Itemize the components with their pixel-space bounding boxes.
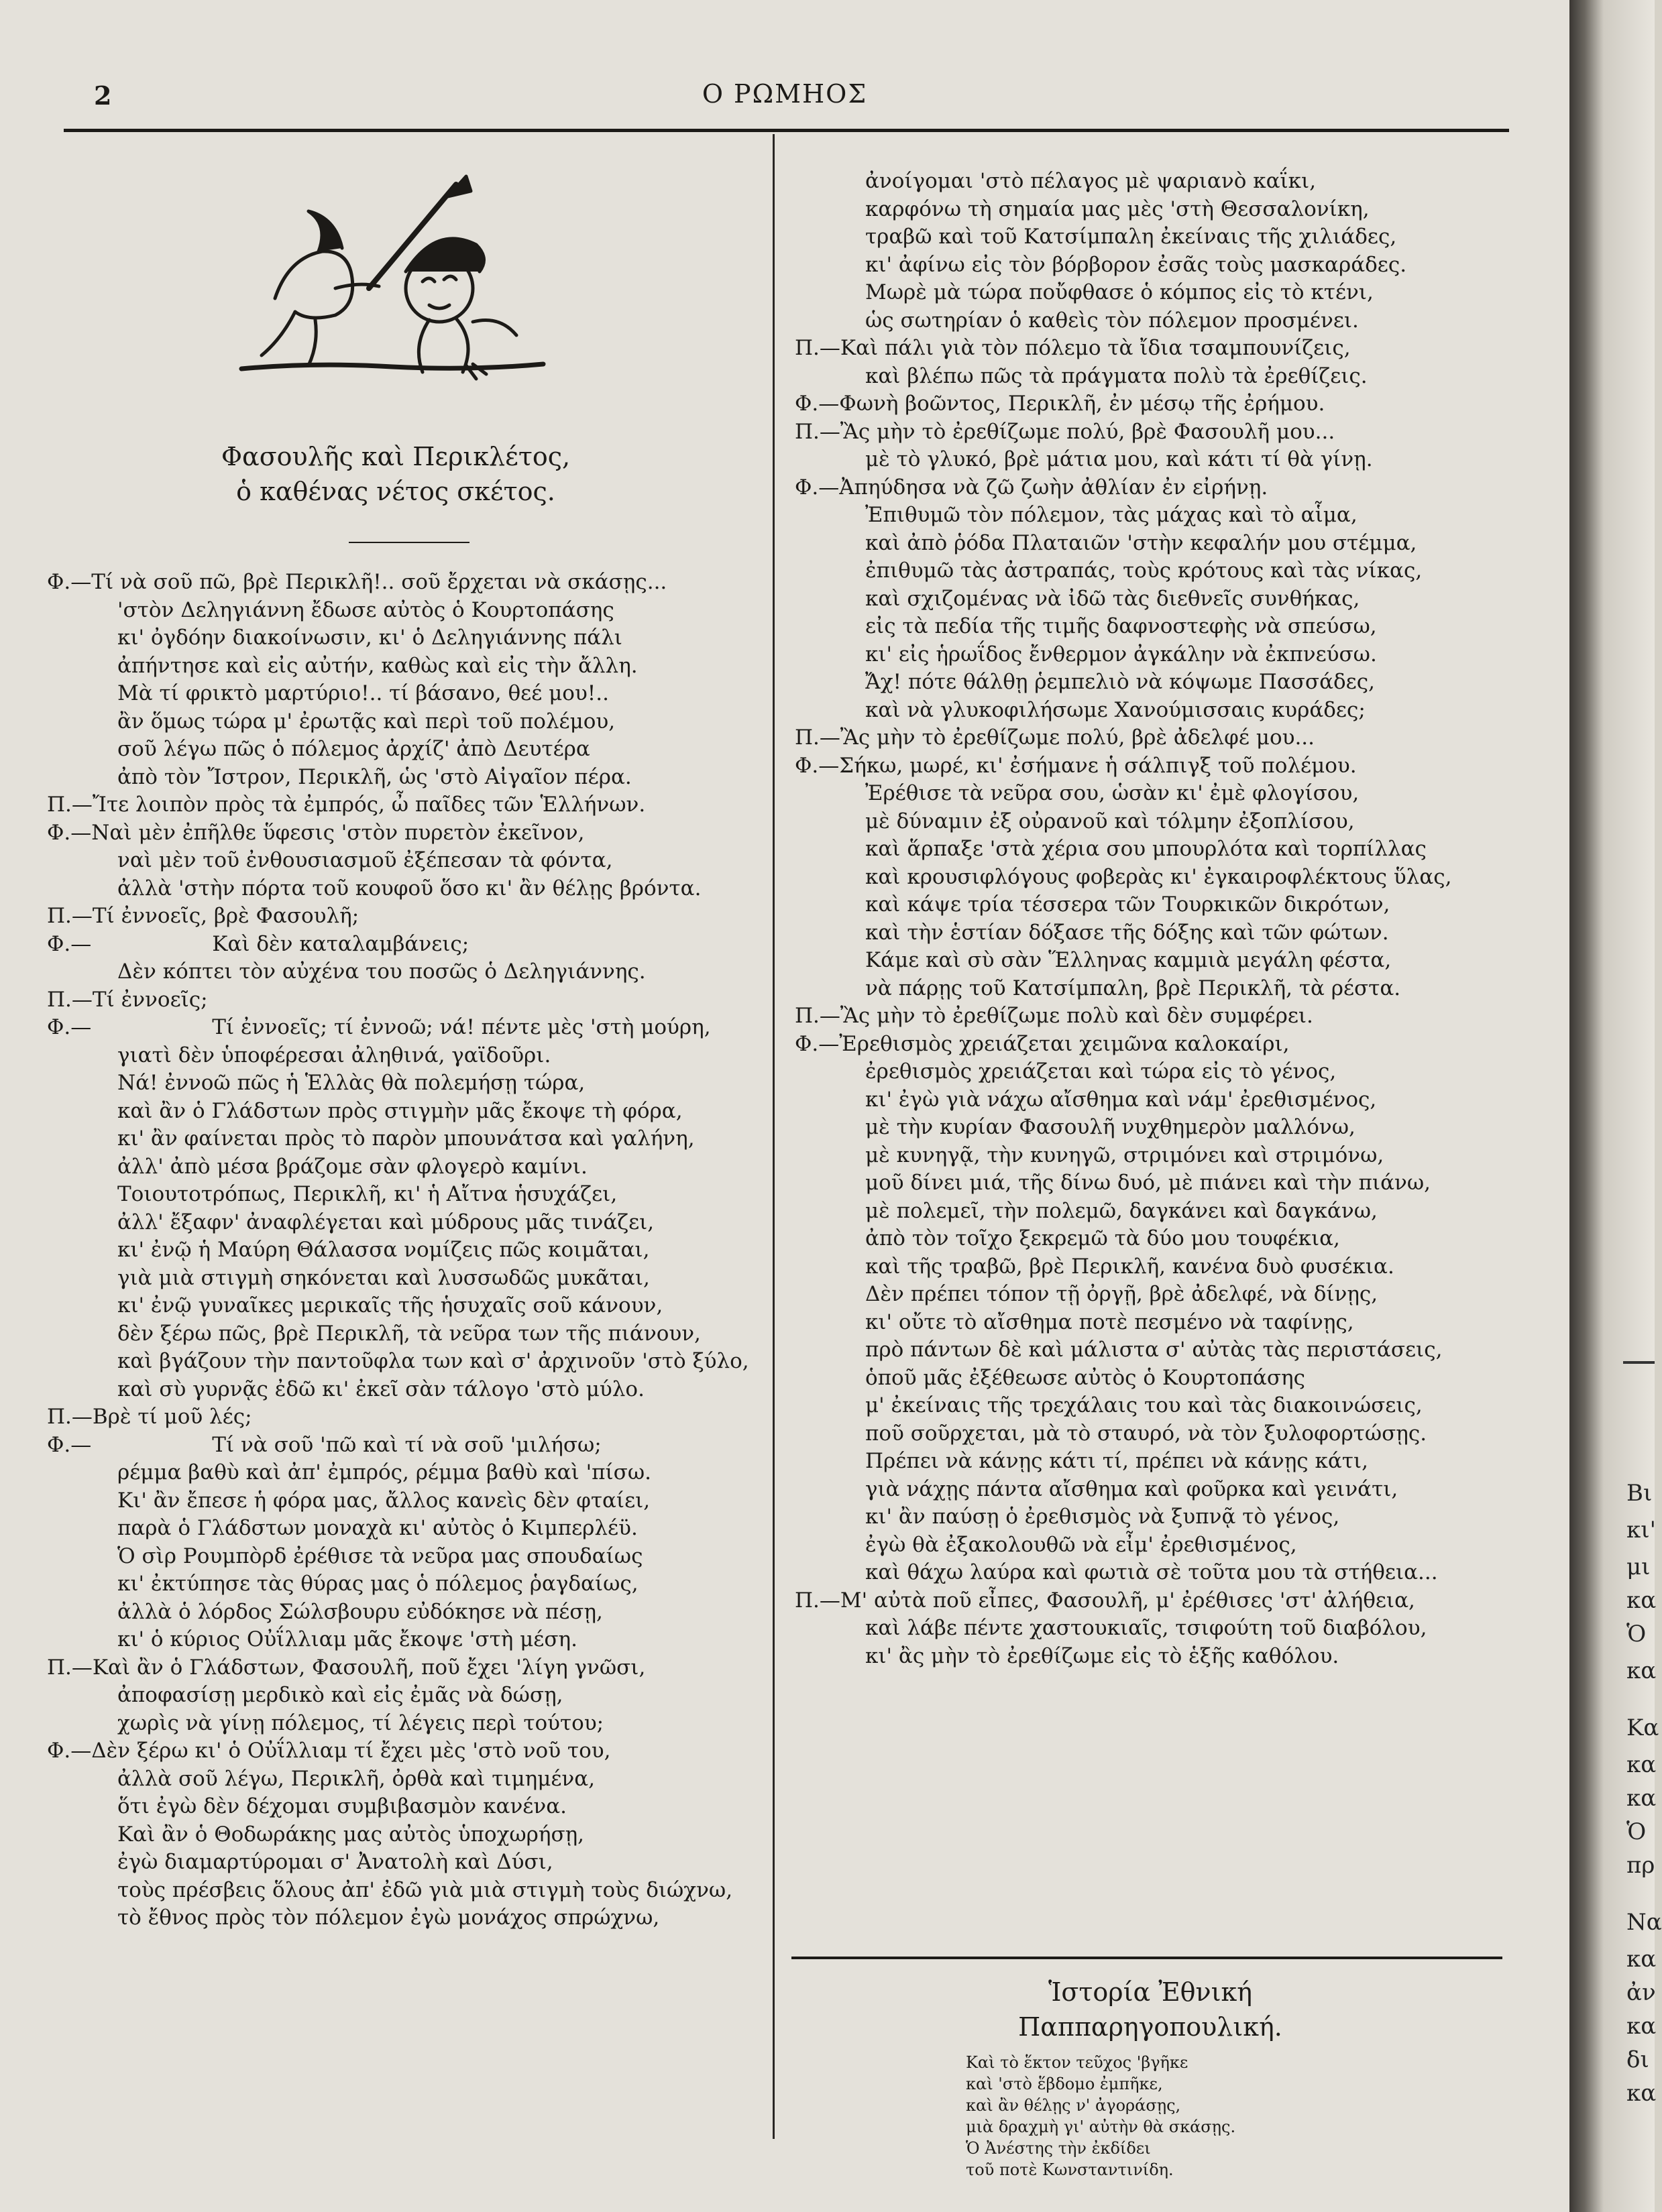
dialogue-line bbox=[795, 1531, 1506, 1560]
verse-text: τὸ ἔθνος πρὸς τὸν πόλεμον ἐγὼ μονάχος σπρώχνω, bbox=[117, 1906, 660, 1930]
caption-rule bbox=[349, 542, 469, 543]
verse-text: μοῦ δίνει μιά, τῆς δίνω δυό, μὲ πιάνει καὶ τὴν πιάνω, bbox=[865, 1171, 1431, 1195]
dialogue-line bbox=[795, 1448, 1506, 1476]
verse-text: Ἴτε λοιπὸν πρὸς τὰ ἐμπρός, ὦ παῖδες τῶν Ἑλλήνων. bbox=[92, 793, 646, 817]
dialogue-line bbox=[795, 919, 1506, 947]
speaker-label: Π.— bbox=[47, 987, 93, 1012]
verse-text: κι' ἐκτύπησε τὰς θύρας μας ὁ πόλεμος ῥαγδαίως, bbox=[117, 1572, 639, 1596]
right-column-dialogue bbox=[795, 168, 1506, 1670]
verse-text: μὲ τὸ γλυκό, βρὲ μάτια μου, καὶ κάτι τί θὰ γίνῃ. bbox=[865, 447, 1373, 471]
verse-text: πρὸ πάντων δὲ καὶ μάλιστα σ' αὐτὰς τὰς περιστάσεις, bbox=[865, 1338, 1443, 1362]
dialogue-line bbox=[795, 835, 1506, 864]
verse-text: Τοιουτοτρόπως, Περικλῆ, κι' ἡ Αἴτνα ἡσυχάζει, bbox=[117, 1182, 618, 1206]
dialogue-line bbox=[795, 864, 1506, 892]
speaker-label: Π.— bbox=[795, 1004, 840, 1028]
verse-text: γιατὶ δὲν ὑποφέρεσαι ἀληθινά, γαϊδοῦρι. bbox=[117, 1043, 551, 1067]
dialogue-line bbox=[795, 1503, 1506, 1531]
verse-text: ἐγὼ διαμαρτύρομαι σ' Ἀνατολὴ καὶ Δύσι, bbox=[117, 1850, 553, 1874]
verse-text: ἐγὼ θὰ ἐξακολουθῶ νὰ εἶμ' ἐρεθισμένος, bbox=[865, 1532, 1297, 1557]
speaker-label: Φ.— bbox=[47, 1432, 92, 1457]
verse-text: Ἄχ! πότε θάλθῃ ῥεμπελιὸ νὰ κόψωμε Πασσάδες, bbox=[865, 670, 1375, 694]
dialogue-line bbox=[795, 363, 1506, 391]
verse-text: Ὁ σὶρ Ρουμπὸρδ ἐρέθισε τὰ νεῦρα μας σπουδαίως bbox=[117, 1544, 643, 1568]
speaker-label: Π.— bbox=[47, 1655, 93, 1680]
verse-text: ρέμμα βαθὺ καὶ ἀπ' ἐμπρός, ρέμμα βαθὺ καὶ 'πίσω. bbox=[117, 1460, 651, 1485]
verse-text: καὶ τὴν ἑστίαν δόξασε τῆς δόξης καὶ τῶν φώτων. bbox=[865, 920, 1389, 945]
edge-text-fragment: Ὁ bbox=[1626, 1818, 1647, 1845]
verse-text: Ἐρέθισε τὰ νεῦρα σου, ὡσὰν κι' ἐμὲ φλογίσου, bbox=[865, 781, 1360, 805]
edge-text-fragment: κα bbox=[1626, 1751, 1657, 1778]
masthead-title: Ο ΡΩΜΗΟΣ bbox=[702, 79, 868, 109]
dialogue-line bbox=[47, 791, 765, 819]
verse-text: ὡς σωτηρίαν ὁ καθεὶς τὸν πόλεμον προσμένει. bbox=[865, 308, 1359, 333]
speaker-label: Φ.— bbox=[47, 1015, 92, 1039]
dialogue-line bbox=[47, 736, 765, 764]
next-page-rule bbox=[1623, 1361, 1655, 1364]
verse-text: καὶ νὰ γλυκοφιλήσωμε Χανούμισσαις κυράδες; bbox=[865, 697, 1366, 722]
dialogue-line bbox=[795, 502, 1506, 530]
dialogue-line bbox=[795, 891, 1506, 919]
dialogue-line bbox=[47, 569, 765, 597]
verse-text: ποῦ σοῦρχεται, μὰ τὸ σταυρό, νὰ τὸν ξυλοφορτώσῃς. bbox=[865, 1421, 1427, 1446]
header-rule bbox=[64, 129, 1509, 132]
verse-text: 'στὸν Δεληγιάννη ἔδωσε αὐτὸς ὁ Κουρτοπάσης bbox=[117, 597, 614, 622]
dialogue-line bbox=[795, 307, 1506, 335]
ad-verse-line: τοῦ ποτὲ Κωνσταντινίδη. bbox=[966, 2160, 1174, 2179]
verse-text: ἀνοίγομαι 'στὸ πέλαγος μὲ ψαριανὸ καΐκι, bbox=[865, 169, 1317, 193]
verse-text: ἐρεθισμὸς χρειάζεται καὶ τώρα εἰς τὸ γένος, bbox=[865, 1059, 1337, 1084]
verse-text: κι' ὀγδόην διακοίνωσιν, κι' ὁ Δεληγιάννης πάλι bbox=[117, 626, 622, 650]
edge-text-fragment: κα bbox=[1626, 1785, 1657, 1812]
dialogue-line bbox=[795, 530, 1506, 558]
verse-text: παρὰ ὁ Γλάδστων μοναχὰ κι' αὐτὸς ὁ Κιμπερλέϋ. bbox=[117, 1516, 638, 1540]
dialogue-line bbox=[795, 1309, 1506, 1337]
verse-text: Ἂς μὴν τὸ ἐρεθίζωμε πολὺ καὶ δὲν συμφέρει. bbox=[840, 1004, 1313, 1028]
dialogue-line bbox=[47, 1459, 765, 1487]
verse-text: καὶ κρουσιφλόγους φοβερὰς κι' ἐγκαιροφλέκτους ὕλας, bbox=[865, 864, 1452, 889]
verse-text: καὶ τῆς τραβῶ, βρὲ Περικλῆ, κανένα δυὸ φυσέκια. bbox=[865, 1254, 1394, 1279]
verse-text: μὲ κυνηγᾷ, τὴν κυνηγῶ, στριμόνει καὶ στριμόνω, bbox=[865, 1143, 1384, 1167]
dialogue-line bbox=[47, 903, 765, 931]
dialogue-line bbox=[47, 1570, 765, 1598]
verse-text: καὶ κάψε τρία τέσσερα τῶν Τουρκικῶν δικρότων, bbox=[865, 892, 1390, 917]
speaker-label: Φ.— bbox=[795, 1031, 840, 1056]
dialogue-line bbox=[795, 1031, 1506, 1059]
dialogue-line bbox=[47, 1626, 765, 1654]
verse-text: μὲ πολεμεῖ, τὴν πολεμῶ, δαγκάνει καὶ δαγκάνω, bbox=[865, 1198, 1378, 1223]
ad-verse-line: μιὰ δραχμὴ γι' αὐτὴν θὰ σκάσῃς. bbox=[966, 2117, 1236, 2136]
speaker-label: Π.— bbox=[47, 793, 93, 817]
verse-text: Δὲν κόπτει τὸν αὐχένα του ποσῶς ὁ Δεληγιάννης. bbox=[117, 959, 646, 984]
dialogue-line bbox=[795, 724, 1506, 752]
verse-text: ὅτι ἐγὼ δὲν δέχομαι συμβιβασμὸν κανένα. bbox=[117, 1794, 567, 1818]
dialogue-line bbox=[795, 196, 1506, 224]
verse-text: Πρέπει νὰ κάνῃς κάτι τί, πρέπει νὰ κάνῃς κάτι, bbox=[865, 1449, 1368, 1473]
verse-text: Μὰ τί φρικτὸ μαρτύριο!.. τί βάσανο, θεέ μου!.. bbox=[117, 681, 609, 705]
verse-text: δὲν ξέρω πῶς, βρὲ Περικλῆ, τὰ νεῦρα των τῆς πιάνουν, bbox=[117, 1321, 701, 1346]
dialogue-line bbox=[795, 1225, 1506, 1253]
verse-text: γιὰ μιὰ στιγμὴ σηκόνεται καὶ λυσσωδῶς μυκᾶται, bbox=[117, 1265, 650, 1290]
verse-text: χωρὶς νὰ γίνῃ πόλεμος, τί λέγεις περὶ τούτου; bbox=[117, 1710, 604, 1735]
verse-text: καὶ βλέπω πῶς τὰ πράγματα πολὺ τὰ ἐρεθίζεις. bbox=[865, 363, 1368, 388]
verse-text: Τί ἐννοεῖς, βρὲ Φασουλῆ; bbox=[92, 904, 359, 928]
dialogue-line bbox=[795, 446, 1506, 474]
dialogue-line bbox=[795, 335, 1506, 363]
dialogue-line bbox=[795, 780, 1506, 808]
dialogue-line bbox=[47, 1376, 765, 1404]
verse-text: Ἐρεθισμὸς χρειάζεται χειμῶνα καλοκαίρι, bbox=[839, 1031, 1290, 1056]
verse-text: καὶ σχιζομένας νὰ ἰδῶ τὰς διεθνεῖς συνθήκας, bbox=[865, 586, 1360, 611]
history-ad-verse bbox=[966, 2052, 1368, 2180]
dialogue-line bbox=[47, 1765, 765, 1794]
caricature-illustration bbox=[235, 171, 550, 412]
dialogue-line bbox=[795, 1587, 1506, 1615]
verse-text: Μ' αὐτὰ ποῦ εἶπες, Φασουλῆ, μ' ἐρέθισες 'στ' ἀλήθεια, bbox=[840, 1588, 1415, 1613]
edge-text-fragment: Βι bbox=[1626, 1480, 1653, 1507]
dialogue-line bbox=[795, 1364, 1506, 1393]
verse-text: ναὶ μὲν τοῦ ἐνθουσιασμοῦ ἐξέπεσαν τὰ φόντα, bbox=[117, 848, 613, 872]
verse-text: νὰ πάρῃς τοῦ Κατσίμπαλη, βρὲ Περικλῆ, τὰ ρέστα. bbox=[865, 976, 1401, 1000]
verse-text: Τί ἐννοεῖς; bbox=[92, 987, 208, 1012]
verse-text: τοὺς πρέσβεις ὅλους ἀπ' ἐδῶ γιὰ μιὰ στιγμὴ τοὺς διώχνω, bbox=[117, 1877, 733, 1902]
dialogue-line bbox=[795, 418, 1506, 447]
dialogue-line bbox=[795, 808, 1506, 836]
speaker-label: Φ.— bbox=[47, 820, 92, 845]
history-title-line-1: Ἱστορία Ἐθνική bbox=[1048, 1977, 1253, 2007]
edge-text-fragment: Ὁ bbox=[1626, 1621, 1647, 1647]
speaker-label: Φ.— bbox=[795, 753, 840, 778]
dialogue-line bbox=[47, 1265, 765, 1293]
verse-text: καὶ σὺ γυρνᾷς ἐδῶ κι' ἐκεῖ σὰν τάλογο 'στὸ μύλο. bbox=[117, 1377, 645, 1401]
left-column-dialogue bbox=[47, 569, 765, 1932]
edge-text-fragment: κα bbox=[1626, 1587, 1657, 1614]
caption-line-1: Φασουλῆς καὶ Περικλέτος, bbox=[221, 442, 571, 471]
dialogue-line bbox=[795, 1114, 1506, 1142]
verse-text: κι' ἐνῷ ἡ Μαύρη Θάλασσα νομίζεις πῶς κοιμᾶται, bbox=[117, 1238, 650, 1262]
dialogue-line bbox=[795, 1058, 1506, 1086]
dialogue-line bbox=[47, 1069, 765, 1098]
ad-verse-line: καὶ 'στὸ ἕβδομο ἐμπῆκε, bbox=[966, 2075, 1163, 2093]
dialogue-line bbox=[795, 1169, 1506, 1198]
verse-text: Ἂς μὴν τὸ ἐρεθίζωμε πολύ, βρὲ ἀδελφέ μου... bbox=[840, 725, 1315, 750]
verse-text: Ναὶ μὲν ἐπῆλθε ὕφεσις 'στὸν πυρετὸν ἐκεῖνον, bbox=[91, 820, 585, 845]
dialogue-line bbox=[47, 764, 765, 792]
speaker-label: Π.— bbox=[795, 1588, 840, 1613]
verse-text: Καὶ ἂν ὁ Γλάδστων, Φασουλῆ, ποῦ ἔχει 'λίγη γνῶσι, bbox=[92, 1655, 646, 1680]
dialogue-line bbox=[795, 975, 1506, 1003]
verse-text: Καὶ δὲν καταλαμβάνεις; bbox=[212, 931, 469, 956]
dialogue-line bbox=[47, 1403, 765, 1432]
verse-text: ἀλλ' ἔξαφν' ἀναφλέγεται καὶ μύδρους μᾶς τινάζει, bbox=[117, 1210, 655, 1234]
dialogue-line bbox=[47, 1236, 765, 1265]
dialogue-line bbox=[47, 1153, 765, 1181]
speaker-label: Φ.— bbox=[47, 931, 92, 956]
verse-text: ἐπιθυμῶ τὰς ἀστραπάς, τοὺς κρότους καὶ τὰς νίκας, bbox=[865, 559, 1423, 583]
dialogue-line bbox=[795, 1420, 1506, 1448]
dialogue-line bbox=[795, 668, 1506, 697]
dialogue-line bbox=[47, 1292, 765, 1320]
verse-text: Κάμε καὶ σὺ σὰν Ἕλληνας καμμιὰ μεγάλη φέστα, bbox=[865, 948, 1392, 972]
verse-text: Ἂς μὴν τὸ ἐρεθίζωμε πολύ, βρὲ Φασουλῆ μου... bbox=[840, 419, 1335, 444]
dialogue-line bbox=[47, 1209, 765, 1237]
edge-text-fragment: κα bbox=[1626, 1657, 1657, 1684]
dialogue-line bbox=[47, 1710, 765, 1738]
edge-text-fragment: μι bbox=[1626, 1554, 1651, 1580]
dialogue-line bbox=[795, 1392, 1506, 1420]
dialogue-line bbox=[47, 652, 765, 681]
verse-text: ὁποῦ μᾶς ἐξέθεωσε αὐτὸς ὁ Κουρτοπάσης bbox=[865, 1365, 1305, 1390]
dialogue-line bbox=[47, 1125, 765, 1153]
verse-text: κι' οὔτε τὸ αἴσθημα ποτὲ πεσμένο νὰ ταφίνῃς, bbox=[865, 1309, 1354, 1334]
dialogue-line bbox=[47, 1320, 765, 1348]
dialogue-line bbox=[47, 1543, 765, 1571]
dialogue-line bbox=[47, 1904, 765, 1932]
verse-text: Βρὲ τί μοῦ λές; bbox=[92, 1405, 252, 1429]
dialogue-line bbox=[47, 1098, 765, 1126]
section-rule bbox=[791, 1957, 1502, 1959]
dialogue-line bbox=[47, 1877, 765, 1905]
dialogue-line bbox=[795, 947, 1506, 975]
verse-text: Μωρὲ μὰ τώρα ποὔφθασε ὁ κόμπος εἰς τὸ κτένι, bbox=[865, 280, 1374, 304]
speaker-label: Φ.— bbox=[795, 475, 840, 500]
verse-text: ἂν ὅμως τώρα μ' ἐρωτᾷς καὶ περὶ τοῦ πολέμου, bbox=[117, 709, 616, 734]
verse-text: ἀλλὰ σοῦ λέγω, Περικλῆ, ὀρθὰ καὶ τιμημένα, bbox=[117, 1766, 596, 1791]
page-number: 2 bbox=[94, 80, 112, 111]
verse-text: καὶ βγάζουν τὴν παντοῦφλα των καὶ σ' ἀρχινοῦν 'στὸ ξύλο, bbox=[117, 1349, 749, 1373]
verse-text: κι' ὁ κύριος Οὐΐλλιαμ μᾶς ἔκοψε 'στὴ μέση. bbox=[117, 1627, 577, 1651]
verse-text: ἀλλὰ 'στὴν πόρτα τοῦ κουφοῦ ὅσο κι' ἂν θέλῃς βρόντα. bbox=[117, 876, 702, 900]
history-title-line-2: Παππαρηγοπουλική. bbox=[1018, 2012, 1282, 2042]
verse-text: Ἐπιθυμῶ τὸν πόλεμον, τὰς μάχας καὶ τὸ αἷμα, bbox=[865, 503, 1358, 527]
verse-text: μὲ δύναμιν ἐξ οὐρανοῦ καὶ τόλμην ἐξοπλίσου, bbox=[865, 809, 1355, 833]
verse-text: ἀπήντησε καὶ εἰς αὐτήν, καθὼς καὶ εἰς τὴν ἄλλη. bbox=[117, 653, 638, 678]
verse-text: Νά! ἐννοῶ πῶς ἡ Ἑλλὰς θὰ πολεμήσῃ τώρα, bbox=[117, 1071, 586, 1095]
verse-text: Φωνὴ βοῶντος, Περικλῆ, ἐν μέσῳ τῆς ἐρήμου. bbox=[839, 392, 1325, 416]
verse-text: ἀπὸ τὸν Ἴστρον, Περικλῆ, ὡς 'στὸ Αἰγαῖον πέρα. bbox=[117, 764, 632, 789]
dialogue-line bbox=[795, 223, 1506, 251]
verse-text: κι' ἐνῷ γυναῖκες μερικαῖς τῆς ἡσυχαῖς σοῦ κάνουν, bbox=[117, 1293, 663, 1318]
edge-text-fragment: Να bbox=[1626, 1909, 1662, 1936]
verse-text: Σήκω, μωρέ, κι' ἐσήμανε ἡ σάλπιγξ τοῦ πολέμου. bbox=[839, 753, 1357, 778]
verse-text: κι' ἀφίνω εἰς τὸν βόρβορον ἐσᾶς τοὺς μασκαράδες. bbox=[865, 252, 1407, 277]
dialogue-line bbox=[47, 958, 765, 986]
dialogue-line bbox=[795, 1615, 1506, 1643]
dialogue-line bbox=[795, 1559, 1506, 1587]
verse-text: Τί νὰ σοῦ πῶ, βρὲ Περικλῆ!.. σοῦ ἔρχεται νὰ σκάσῃς... bbox=[91, 570, 667, 594]
verse-text: Κι' ἂν ἔπεσε ἡ φόρα μας, ἄλλος κανεὶς δὲν φταίει, bbox=[117, 1488, 651, 1513]
edge-text-fragment: Κα bbox=[1626, 1714, 1659, 1741]
verse-text: καὶ λάβε πέντε χαστουκιαῖς, τσιφούτη τοῦ διαβόλου, bbox=[865, 1616, 1427, 1640]
dialogue-line bbox=[795, 1142, 1506, 1170]
speaker-label: Φ.— bbox=[795, 392, 840, 416]
verse-text: κι' ἂς μὴν τὸ ἐρεθίζωμε εἰς τὸ ἑξῆς καθόλου. bbox=[865, 1643, 1339, 1668]
dialogue-line bbox=[795, 585, 1506, 614]
ad-verse-line: Ὁ Ἀνέστης τὴν ἐκδίδει bbox=[966, 2139, 1151, 2158]
history-ad-title bbox=[798, 1975, 1502, 2044]
dialogue-line bbox=[47, 1042, 765, 1070]
speaker-label: Φ.— bbox=[47, 570, 92, 594]
dialogue-line bbox=[47, 1793, 765, 1821]
verse-text: ἀποφασίσῃ μερδικὸ καὶ εἰς ἐμᾶς νὰ δώσῃ, bbox=[117, 1683, 563, 1707]
dialogue-line bbox=[795, 641, 1506, 669]
column-divider bbox=[773, 134, 775, 2139]
dialogue-line bbox=[47, 708, 765, 736]
dialogue-line bbox=[47, 819, 765, 848]
dialogue-line bbox=[47, 1487, 765, 1515]
dialogue-line bbox=[47, 1432, 765, 1460]
illustration-caption bbox=[201, 439, 590, 509]
verse-text: Δὲν ξέρω κι' ὁ Οὐΐλλιαμ τί ἔχει μὲς 'στὸ νοῦ του, bbox=[91, 1739, 611, 1763]
dialogue-line bbox=[47, 597, 765, 625]
dialogue-line bbox=[795, 1002, 1506, 1031]
edge-text-fragment: ἀν bbox=[1626, 1979, 1656, 2006]
dialogue-line bbox=[47, 1598, 765, 1627]
dialogue-line bbox=[47, 986, 765, 1014]
speaker-label: Π.— bbox=[47, 1405, 93, 1429]
verse-text: κι' εἰς ἡρωΐδος ἔνθερμον ἀγκάλην νὰ ἐκπνεύσω. bbox=[865, 642, 1377, 666]
dialogue-line bbox=[47, 1682, 765, 1710]
verse-text: μ' ἐκείναις τῆς τρεχάλαις του καὶ τὰς διακοινώσεις, bbox=[865, 1393, 1423, 1417]
caption-line-2: ὁ καθένας νέτος σκέτος. bbox=[236, 477, 555, 506]
dialogue-line bbox=[47, 931, 765, 959]
verse-text: μὲ τὴν κυρίαν Φασουλῆ νυχθημερὸν μαλλόνω, bbox=[865, 1115, 1355, 1139]
dialogue-line bbox=[47, 1654, 765, 1682]
dialogue-line bbox=[795, 752, 1506, 780]
verse-text: καὶ θάχω λαύρα καὶ φωτιὰ σὲ τοῦτα μου τὰ στήθεια... bbox=[865, 1560, 1438, 1584]
ad-verse-line: Καὶ τὸ ἕκτον τεῦχος 'βγῆκε bbox=[966, 2053, 1188, 2072]
dialogue-line bbox=[795, 474, 1506, 502]
dialogue-line bbox=[47, 1737, 765, 1765]
speaker-label: Φ.— bbox=[47, 1739, 92, 1763]
verse-text: ἀλλὰ ὁ λόρδος Σώλσβουρυ εὐδόκησε νὰ πέσῃ, bbox=[117, 1599, 603, 1624]
verse-text: τραβῶ καὶ τοῦ Κατσίμπαλη ἐκείναις τῆς χιλιάδες, bbox=[865, 225, 1397, 249]
dialogue-line bbox=[795, 697, 1506, 725]
dialogue-line bbox=[47, 680, 765, 708]
verse-text: Τί νὰ σοῦ 'πῶ καὶ τί νὰ σοῦ 'μιλήσω; bbox=[212, 1432, 602, 1457]
dialogue-line bbox=[795, 557, 1506, 585]
verse-text: καρφόνω τὴ σημαία μας μὲς 'στὴ Θεσσαλονίκη, bbox=[865, 196, 1370, 221]
speaker-label: Π.— bbox=[795, 336, 840, 360]
edge-text-fragment: πρ bbox=[1626, 1852, 1655, 1879]
verse-text: καὶ ἅρπαξε 'στὰ χέρια σου μπουρλότα καὶ τορπίλλας bbox=[865, 837, 1427, 861]
dialogue-line bbox=[795, 1336, 1506, 1364]
dialogue-line bbox=[47, 875, 765, 903]
edge-text-fragment: δι bbox=[1626, 2046, 1649, 2073]
dialogue-line bbox=[47, 624, 765, 652]
dialogue-line bbox=[47, 1849, 765, 1877]
dialogue-line bbox=[47, 847, 765, 875]
edge-text-fragment: κα bbox=[1626, 2080, 1657, 2107]
verse-text: κι' ἂν φαίνεται πρὸς τὸ παρὸν μπουνάτσα καὶ γαλήνη, bbox=[117, 1126, 695, 1151]
edge-text-fragment: κα bbox=[1626, 1946, 1657, 1973]
dialogue-line bbox=[795, 1086, 1506, 1114]
dialogue-line bbox=[795, 390, 1506, 418]
verse-text: σοῦ λέγω πῶς ὁ πόλεμος ἀρχίζ' ἀπὸ Δευτέρα bbox=[117, 737, 590, 761]
dialogue-line bbox=[795, 1476, 1506, 1504]
edge-text-fragment: κι' bbox=[1626, 1517, 1656, 1544]
dialogue-line bbox=[795, 1281, 1506, 1309]
verse-text: ἀλλ' ἀπὸ μέσα βράζομε σὰν φλογερὸ καμίνι. bbox=[117, 1154, 588, 1179]
verse-text: κι' ἐγὼ γιὰ νάχω αἴσθημα καὶ νάμ' ἐρεθισμένος, bbox=[865, 1087, 1377, 1112]
dialogue-line bbox=[795, 1253, 1506, 1281]
dialogue-line bbox=[47, 1515, 765, 1543]
page-edge bbox=[1569, 0, 1655, 2212]
dialogue-line bbox=[795, 251, 1506, 280]
dialogue-line bbox=[795, 168, 1506, 196]
verse-text: καὶ ἂν ὁ Γλάδστων πρὸς στιγμὴν μᾶς ἔκοψε τὴ φόρα, bbox=[117, 1098, 683, 1123]
dialogue-line bbox=[47, 1014, 765, 1042]
dialogue-line bbox=[795, 613, 1506, 641]
verse-text: ἀπὸ τὸν τοῖχο ξεκρεμῶ τὰ δύο μου τουφέκια, bbox=[865, 1226, 1340, 1250]
speaker-label: Π.— bbox=[795, 725, 840, 750]
verse-text: Καὶ ἂν ὁ Θοδωράκης μας αὐτὸς ὑποχωρήσῃ, bbox=[117, 1822, 585, 1847]
speaker-label: Π.— bbox=[795, 419, 840, 444]
verse-text: κι' ἂν παύσῃ ὁ ἐρεθισμὸς νὰ ξυπνᾷ τὸ γένος, bbox=[865, 1505, 1340, 1529]
verse-text: Καὶ πάλι γιὰ τὸν πόλεμο τὰ ἴδια τσαμπουνίζεις, bbox=[840, 336, 1351, 360]
verse-text: Δὲν πρέπει τόπον τῇ ὀργῇ, βρὲ ἀδελφέ, νὰ δίνῃς, bbox=[865, 1282, 1378, 1306]
dialogue-line bbox=[795, 279, 1506, 307]
speaker-label: Π.— bbox=[47, 904, 93, 928]
dialogue-line bbox=[795, 1643, 1506, 1671]
verse-text: Ἀπηύδησα νὰ ζῶ ζωὴν ἀθλίαν ἐν εἰρήνῃ. bbox=[839, 475, 1268, 500]
verse-text: εἰς τὰ πεδία τῆς τιμῆς δαφνοστεφὴς νὰ σπεύσω, bbox=[865, 614, 1377, 638]
dialogue-line bbox=[47, 1348, 765, 1376]
verse-text: καὶ ἀπὸ ῥόδα Πλαταιῶν 'στὴν κεφαλήν μου στέμμα, bbox=[865, 530, 1417, 555]
dialogue-line bbox=[47, 1821, 765, 1849]
ad-verse-line: καὶ ἂν θέλῃς ν' ἀγοράσῃς, bbox=[966, 2096, 1181, 2115]
edge-text-fragment: κα bbox=[1626, 2013, 1657, 2040]
verse-text: Τί ἐννοεῖς; τί ἐννοῶ; νά! πέντε μὲς 'στὴ μούρη, bbox=[212, 1015, 711, 1039]
dialogue-line bbox=[795, 1198, 1506, 1226]
verse-text: γιὰ νάχῃς πάντα αἴσθημα καὶ φοῦρκα καὶ γεινάτι, bbox=[865, 1476, 1398, 1501]
dialogue-line bbox=[47, 1181, 765, 1209]
